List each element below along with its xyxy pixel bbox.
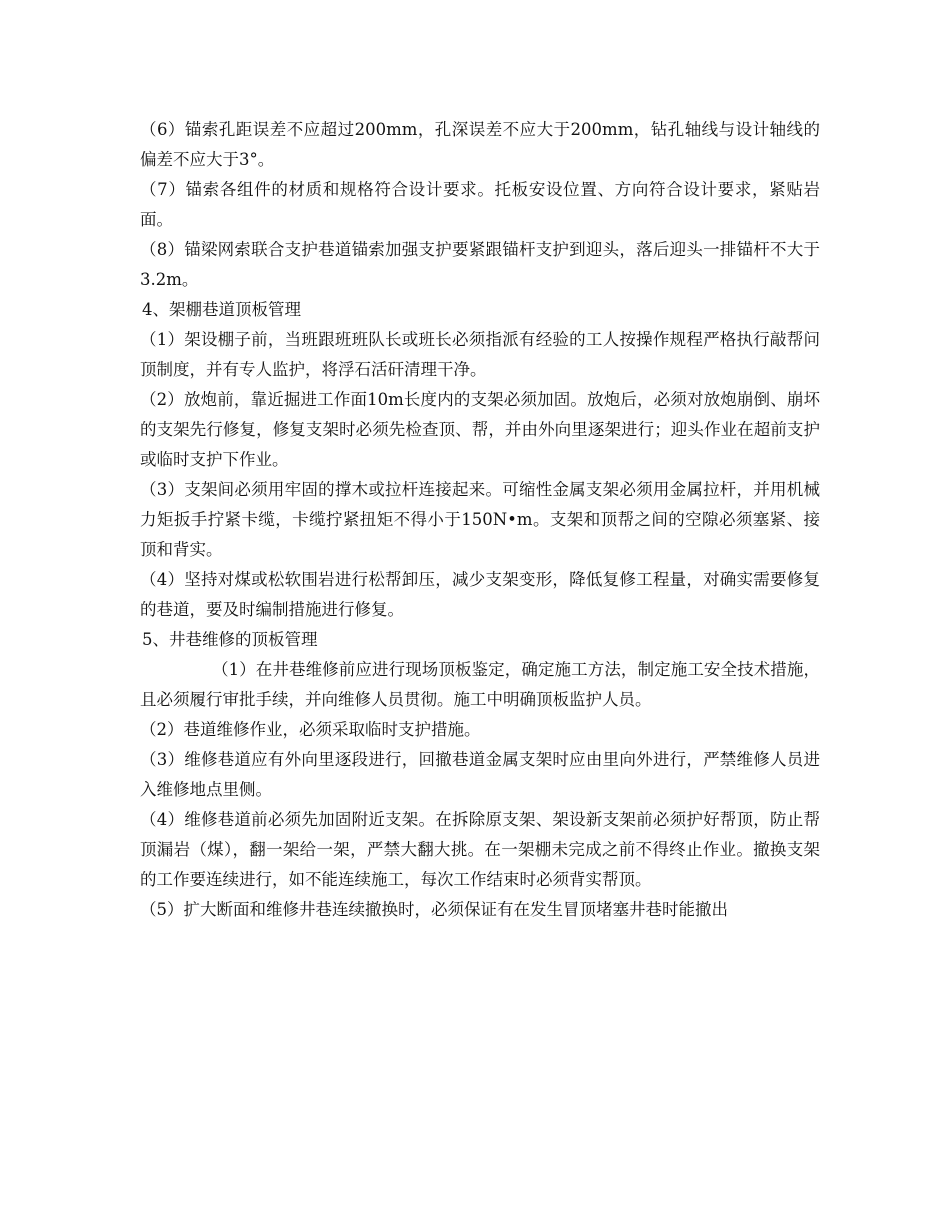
- paragraph-item-3b: （3）维修巷道应有外向里逐段进行，回撤巷道金属支架时应由里向外进行，严禁维修人员进入维修地点里侧。: [140, 750, 820, 799]
- paragraph-item-7: （7）锚索各组件的材质和规格符合设计要求。托板安设位置、方向符合设计要求，紧贴岩面。: [140, 180, 820, 229]
- paragraph-item-4: （4）坚持对煤或松软围岩进行松帮卸压，减少支架变形，降低复修工程量，对确实需要修复的巷道，要及时编制措施进行修复。: [140, 570, 820, 619]
- paragraph-item-4b: （4）维修巷道前必须先加固附近支架。在拆除原支架、架设新支架前必须护好帮顶，防止帮顶漏岩（煤），翻一架给一架，严禁大翻大挑。在一架棚未完成之前不得终止作业。撤换支架的工作要连续进行，如不能连续施工，每次工作结束时必须背实帮顶。: [140, 810, 820, 889]
- paragraph-item-1-indented: （1）在井巷维修前应进行现场顶板鉴定，确定施工方法，制定施工安全技术措施，且必须履行审批手续，并向维修人员贯彻。施工中明确顶板监护人员。: [140, 660, 820, 709]
- paragraph-item-2b: （2）巷道维修作业，必须采取临时支护措施。: [140, 720, 481, 739]
- document-body: [140, 115, 820, 925]
- section-heading-5: 5、井巷维修的顶板管理: [142, 630, 318, 649]
- paragraph-item-1: （1）架设棚子前，当班跟班班队长或班长必须指派有经验的工人按操作规程严格执行敲帮问顶制度，并有专人监护，将浮石活矸清理干净。: [140, 330, 820, 379]
- paragraph-item-8: （8）锚梁网索联合支护巷道锚索加强支护要紧跟锚杆支护到迎头，落后迎头一排锚杆不大于3.2m。: [140, 240, 820, 289]
- paragraph-item-5b: （5）扩大断面和维修井巷连续撤换时，必须保证有在发生冒顶堵塞井巷时能撤出: [140, 900, 728, 919]
- paragraph-item-3: （3）支架间必须用牢固的撑木或拉杆连接起来。可缩性金属支架必须用金属拉杆，并用机械力矩扳手拧紧卡缆，卡缆拧紧扭矩不得小于150N•m。支架和顶帮之间的空隙必须塞紧、接顶和背实。: [140, 480, 820, 559]
- paragraph-item-2: （2）放炮前，靠近掘进工作面10m长度内的支架必须加固。放炮后，必须对放炮崩倒、崩坏的支架先行修复，修复支架时必须先检查顶、帮，并由外向里逐架进行；迎头作业在超前支护或临时支护下作业。: [140, 390, 820, 469]
- section-heading-4: 4、架棚巷道顶板管理: [142, 300, 301, 319]
- paragraph-item-6: （6）锚索孔距误差不应超过200mm，孔深误差不应大于200mm，钻孔轴线与设计轴线的偏差不应大于3°。: [140, 120, 820, 169]
